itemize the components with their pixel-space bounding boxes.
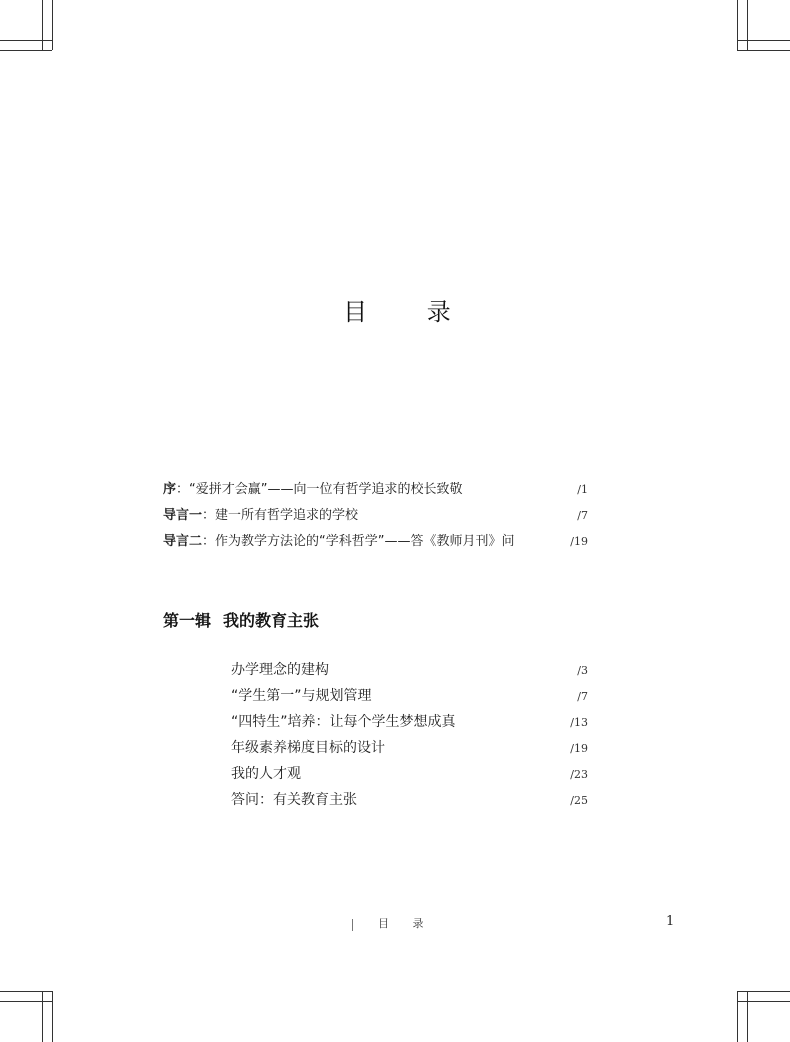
toc-entry-label: 序: [163, 482, 177, 497]
toc-entry-page: /7: [577, 509, 588, 522]
footer-page-number: 1: [666, 914, 675, 929]
toc-entry-preface[interactable]: [163, 479, 588, 501]
footer-section-title: 目 录: [378, 917, 434, 930]
toc-subentry-page: /23: [570, 768, 588, 781]
crop-mark: [0, 50, 52, 51]
toc-subentry[interactable]: [231, 761, 588, 787]
toc-subentry-page: /13: [570, 716, 588, 729]
crop-mark: [737, 991, 790, 992]
crop-mark: [0, 1001, 52, 1002]
crop-mark: [0, 40, 52, 41]
chapter-heading[interactable]: [163, 608, 319, 631]
toc-subentry-text: 办学理念的建构: [231, 662, 329, 678]
toc-entry-text: ：“爱拼才会赢”——向一位有哲学追求的校长致敬: [176, 482, 463, 497]
page-title: 目 录: [343, 298, 477, 326]
toc-subentry-text: 年级素养梯度目标的设计: [231, 740, 385, 756]
crop-mark: [42, 0, 43, 50]
toc-subentry-page: /25: [570, 794, 588, 807]
toc-entry-label: 导言二: [163, 534, 203, 549]
toc-subentry-page: /19: [570, 742, 588, 755]
crop-mark: [747, 0, 748, 50]
toc-subentry-page: /7: [577, 690, 588, 703]
crop-mark: [737, 50, 790, 51]
toc-entry-intro-2[interactable]: [163, 531, 588, 553]
toc-entry-page: /1: [577, 483, 588, 496]
toc-subentry-text: 我的人才观: [231, 766, 301, 782]
crop-mark: [737, 991, 738, 1042]
toc-subentry[interactable]: [231, 709, 588, 735]
toc-subentry-text: “学生第一”与规划管理: [231, 688, 372, 704]
crop-mark: [52, 0, 53, 50]
toc-subentry[interactable]: [231, 787, 588, 813]
crop-mark: [0, 991, 52, 992]
crop-mark: [42, 991, 43, 1042]
toc-subentry-text: “四特生”培养：让每个学生梦想成真: [231, 714, 456, 730]
toc-entry-page: /19: [570, 535, 588, 548]
chapter-number: 第一辑: [163, 611, 212, 630]
crop-mark: [737, 0, 738, 50]
crop-mark: [52, 991, 53, 1042]
toc-entry-intro-1[interactable]: [163, 505, 588, 527]
crop-mark: [737, 40, 790, 41]
chapter-title: 我的教育主张: [223, 611, 320, 630]
toc-entry-text: ：建一所有哲学追求的学校: [202, 508, 359, 523]
footer-divider: [352, 919, 353, 931]
crop-mark: [747, 991, 748, 1042]
crop-mark: [737, 1001, 790, 1002]
toc-subentry-text: 答问：有关教育主张: [231, 792, 357, 808]
toc-subentry-page: /3: [577, 664, 588, 677]
toc-subentry[interactable]: [231, 735, 588, 761]
toc-subentry[interactable]: [231, 657, 588, 683]
toc-entry-text: ：作为教学方法论的“学科哲学”——答《教师月刊》问: [202, 534, 515, 549]
toc-entry-label: 导言一: [163, 508, 203, 523]
toc-subentry[interactable]: [231, 683, 588, 709]
